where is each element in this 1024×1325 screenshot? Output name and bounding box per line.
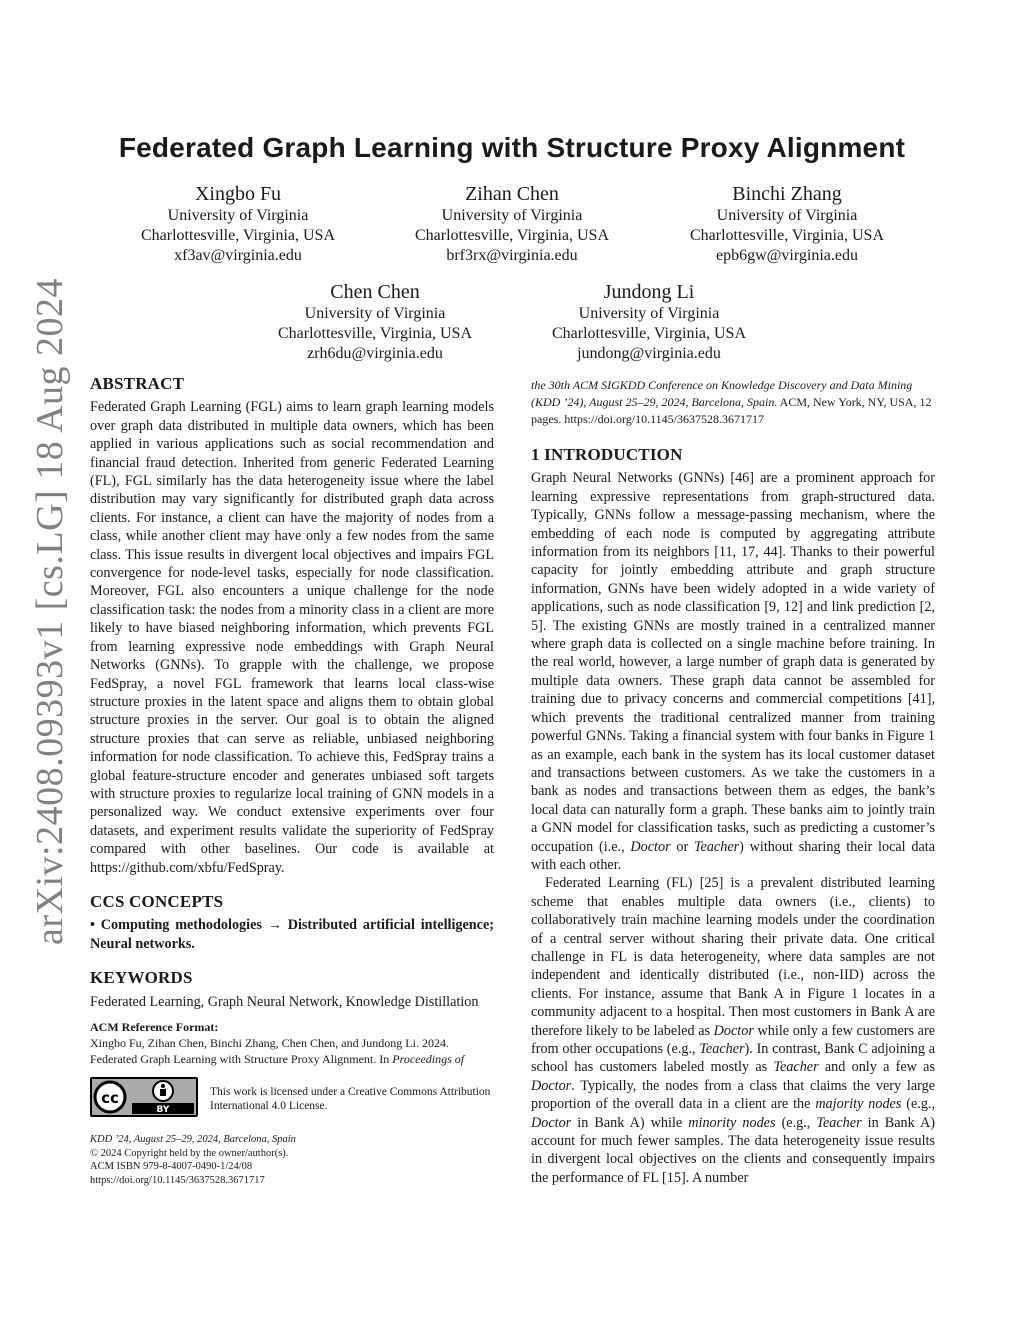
cc-by-logo bbox=[92, 1079, 196, 1115]
intro-p2-teacher: Teacher bbox=[699, 1041, 745, 1057]
intro-p1-text: Graph Neural Networks (GNNs) [46] are a prominent approach for learning expressive representations from graph-structured data. Typically, GNNs follow a message-passing mechanism, where the embedding of each node is computed by aggregating attribute information from its neighbors [11, 17, 44]. Thanks to their powerful capacity for jointly embedding attribute and graph structure information, GNNs have been widely adopted in a wide variety of applications, such as node classification [9, 12] and link prediction [2, 5]. The existing GNNs are mostly trained in a centralized manner where graph data is collected on a single machine before training. In the real world, however, a large number of graph data is generated by multiple data owners. These graph data cannot be assembled for training due to privacy concerns and commercial competitions [41], which prevents the traditional centralized manner from training powerful GNNs. Taking a financial system with four banks in Figure 1 as an example, each bank in the system has its local customer dataset and transactions between customers. As we take the customers in a bank as nodes and transactions between them as edges, the bank’s local data can naturally form a graph. These banks aim to jointly train a GNN model for classification tasks, such as predicting a customer’s occupation (i.e., bbox=[531, 470, 935, 855]
acm-reference bbox=[90, 1019, 494, 1067]
acm-reference-continued bbox=[531, 377, 935, 428]
ccs-heading: CCS CONCEPTS bbox=[90, 891, 224, 911]
author-affiliation: University of Virginia bbox=[441, 207, 583, 224]
author-affiliation: University of Virginia bbox=[716, 207, 858, 224]
author-name: Xingbo Fu bbox=[194, 183, 282, 205]
keywords-heading: KEYWORDS bbox=[90, 968, 193, 988]
abstract-text: Federated Graph Learning (FGL) aims to learn graph learning models over graph data distributed in multiple data owners, which has been applied in various applications such as social recommendation and financial fraud detection. Inherited from generic Federated Learning (FL), FGL similarly has the data heterogeneity issue where the label distribution may vary significantly for distributed graph data across clients. For instance, a client can have the majority of nodes from a class, while another client may have only a few nodes from the same class. This issue results in divergent local objectives and impairs FGL convergence for node-level tasks, especially for node classification. Moreover, FGL also encounters a unique challenge for the node classification task: the nodes from a minority class in a client are more likely to have biased neighboring information, which prevents FGL from learning expressive node embeddings with Graph Neural Networks (GNNs). To grapple with the challenge, we propose FedSpray, a novel FGL framework that learns local class-wise structure proxies in the latent space and aligns them to obtain global structure proxies in the server. Our goal is to obtain the aligned structure proxies that can serve as reliable, unbiased neighboring information for node classification. To achieve this, FedSpray trains a global feature-structure encoder and generates unbiased soft targets with structure proxies to regularize local training of GNN models in a personalized way. We conduct extensive experiments over four datasets, and experiment results validate the superiority of FedSpray compared with other baselines. Our code is available at https://github.com/xbfu/FedSpray. bbox=[90, 399, 494, 876]
author-email: zrh6du@virginia.edu bbox=[307, 345, 443, 362]
intro-p1-end: ) without sharing their local data with each other. bbox=[531, 838, 936, 873]
intro-p1-teacher: Teacher bbox=[693, 838, 740, 855]
author-name: Zihan Chen bbox=[465, 183, 559, 205]
intro-p2-i: in Bank A) account for much fewer samples. The data heterogeneity issue results in divergent local objectives on the clients and consequently impairs the performance of FL [15]. A number bbox=[531, 1114, 935, 1186]
intro-p1-or: or bbox=[670, 838, 694, 855]
left-column bbox=[90, 375, 494, 1067]
author-email: jundong@virginia.edu bbox=[577, 345, 721, 362]
author-email: xf3av@virginia.edu bbox=[174, 247, 302, 264]
first-page-footer bbox=[90, 1133, 296, 1187]
acm-reference-publisher: ACM, New York, NY, USA, 12 pages. https://doi.org/10.1145/3637528.3671717 bbox=[531, 395, 932, 426]
intro-p1-doctor: Doctor bbox=[630, 838, 671, 855]
right-column bbox=[531, 377, 935, 1187]
author-location: Charlottesville, Virginia, USA bbox=[278, 325, 472, 342]
acm-reference-venue: the 30th ACM SIGKDD Conference on Knowledge Discovery and Data Mining (KDD ’24), August 25–29, 2024, Barcelona, Spain. bbox=[531, 378, 913, 409]
author-affiliation: University of Virginia bbox=[304, 305, 446, 322]
author-block-3 bbox=[637, 182, 937, 266]
acm-reference-line2-prefix: Federated Graph Learning with Structure Proxy Alignment. In bbox=[90, 1052, 390, 1066]
intro-p2-c: ). In contrast, Bank C adjoining a school has customers labeled mostly as bbox=[531, 1041, 935, 1076]
intro-p2-h: (e.g., bbox=[775, 1114, 817, 1131]
footer-doi: https://doi.org/10.1145/3637528.3671717 bbox=[90, 1174, 265, 1186]
author-block-2 bbox=[362, 182, 662, 266]
introduction-paragraph-2 bbox=[531, 874, 935, 1187]
introduction-paragraph-1 bbox=[531, 469, 935, 874]
cc-by-license-badge bbox=[90, 1077, 198, 1117]
intro-p2-doctor: Doctor bbox=[713, 1022, 754, 1039]
intro-p2-doctor: Doctor bbox=[531, 1114, 572, 1131]
author-affiliation: University of Virginia bbox=[578, 305, 720, 322]
intro-p2-d: and only a few as bbox=[818, 1059, 936, 1076]
license-text: This work is licensed under a Creative Commons Attribution International 4.0 License. bbox=[210, 1086, 491, 1112]
author-affiliation: University of Virginia bbox=[167, 207, 309, 224]
intro-p2-a: Federated Learning (FL) [25] is a prevalent distributed learning scheme that enables multiple data owners (i.e., clients) to collaboratively train machine learning models under the coordination of a central server without sharing their private data. One critical challenge in FL is data heterogeneity, where data samples are not independent and identically distributed (i.e., non-IID) across the clients. For instance, assume that Bank A in Figure 1 locates in a community adjacent to a hospital. Then most customers in Bank A are therefore likely to be labeled as bbox=[531, 875, 935, 1039]
intro-p2-teacher: Teacher bbox=[773, 1059, 819, 1076]
intro-p2-minority-nodes: minority nodes bbox=[688, 1114, 776, 1131]
keywords-text: Federated Learning, Graph Neural Network, Knowledge Distillation bbox=[90, 993, 479, 1010]
footer-venue: KDD ’24, August 25–29, 2024, Barcelona, Spain bbox=[90, 1134, 296, 1145]
acm-reference-label: ACM Reference Format: bbox=[90, 1020, 219, 1034]
acm-reference-line2-italic: Proceedings of bbox=[392, 1052, 465, 1066]
acm-reference-line1: Xingbo Fu, Zihan Chen, Binchi Zhang, Chen Chen, and Jundong Li. 2024. bbox=[90, 1036, 449, 1050]
author-location: Charlottesville, Virginia, USA bbox=[690, 227, 884, 244]
footer-copyright: © 2024 Copyright held by the owner/author(s). bbox=[90, 1147, 289, 1159]
intro-p2-g: in Bank A) while bbox=[571, 1114, 689, 1131]
intro-p2-doctor: Doctor bbox=[531, 1077, 572, 1094]
author-email: brf3rx@virginia.edu bbox=[446, 247, 578, 264]
author-name: Jundong Li bbox=[603, 281, 695, 303]
intro-p2-teacher: Teacher bbox=[816, 1114, 862, 1131]
author-location: Charlottesville, Virginia, USA bbox=[141, 227, 335, 244]
ccs-text: • Computing methodologies → Distributed artificial intelligence; Neural networks. bbox=[90, 917, 494, 952]
arxiv-identifier: arXiv:2408.09393v1 [cs.LG] 18 Aug 2024 bbox=[29, 277, 71, 945]
author-name: Chen Chen bbox=[330, 281, 420, 303]
intro-p2-majority-nodes: majority nodes bbox=[815, 1096, 902, 1113]
author-block-4 bbox=[225, 280, 525, 364]
author-block-5 bbox=[499, 280, 799, 364]
author-name: Binchi Zhang bbox=[732, 183, 842, 205]
author-email: epb6gw@virginia.edu bbox=[716, 247, 858, 264]
intro-p2-b: while only a few customers are from other occupations (e.g., bbox=[531, 1022, 935, 1057]
author-block-1 bbox=[88, 182, 388, 266]
intro-p2-f: (e.g., bbox=[901, 1096, 936, 1113]
acm-reference-line2 bbox=[90, 1051, 494, 1067]
author-location: Charlottesville, Virginia, USA bbox=[552, 325, 746, 342]
paper-title: Federated Graph Learning with Structure Proxy Alignment bbox=[118, 132, 906, 163]
abstract-heading: ABSTRACT bbox=[90, 374, 185, 393]
cc-mark: cc bbox=[101, 1089, 119, 1107]
introduction-heading: 1 INTRODUCTION bbox=[531, 445, 683, 464]
by-mark: BY bbox=[156, 1105, 170, 1115]
intro-p2-e: . Typically, the nodes from a class that claims the very large proportion of the overall data in a client are the bbox=[531, 1077, 935, 1113]
author-location: Charlottesville, Virginia, USA bbox=[415, 227, 609, 244]
footer-isbn: ACM ISBN 979-8-4007-0490-1/24/08 bbox=[90, 1161, 253, 1172]
